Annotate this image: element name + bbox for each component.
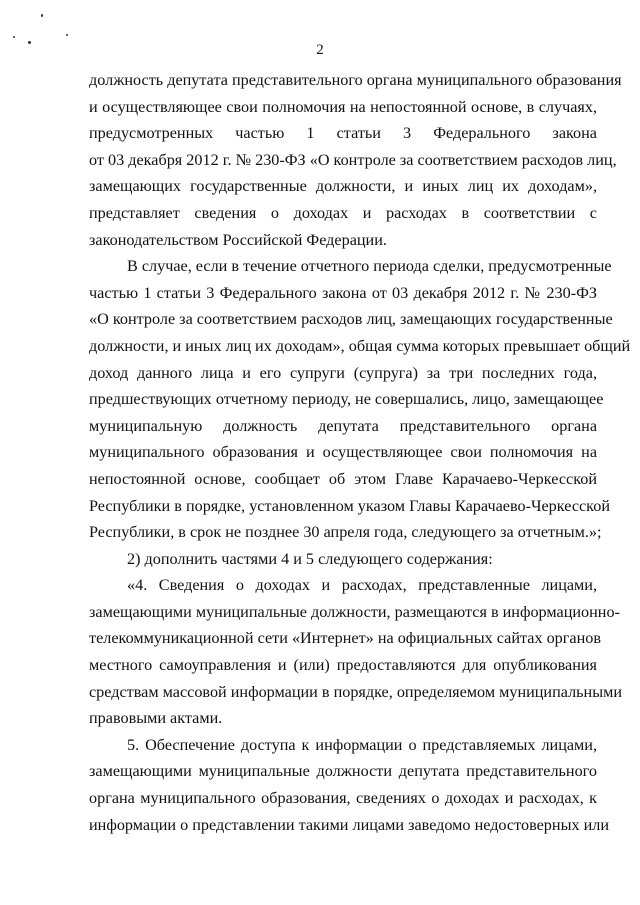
paragraph (89, 546, 597, 573)
text-line: правовыми актами. (89, 709, 223, 728)
text-line: местного самоуправления и (или) предоставляются для опубликования (89, 656, 597, 675)
text-line: предшествующих отчетному периоду, не совершались, лицо, замещающее (89, 390, 604, 409)
text-line: В случае, если в течение отчетного периода сделки, предусмотренные (127, 257, 612, 276)
text-line: законодательством Российской Федерации. (89, 230, 387, 249)
scan-speck (41, 14, 43, 17)
text-line: от 03 декабря 2012 г. № 230-ФЗ «О контроле за соответствием расходов лиц, (89, 150, 617, 169)
text-line: «О контроле за соответствием расходов лиц, замещающих государственные (89, 310, 613, 329)
text-line: частью 1 статьи 3 Федерального закона от 03 декабря 2012 г. № 230-ФЗ (89, 283, 597, 302)
text-line: органа муниципального образования, сведениях о доходах и расходах, к (89, 789, 597, 808)
text-line: Республики, в срок не позднее 30 апреля года, следующего за отчетным.»; (89, 523, 602, 542)
text-line: и осуществляющее свои полномочия на непостоянной основе, в случаях, (89, 97, 597, 116)
text-line: информации о представлении такими лицами заведомо недостоверных или (89, 815, 609, 834)
text-line: замещающих государственные должности, и иных лиц их доходам», (89, 177, 597, 196)
text-line: «4. Сведения о доходах и расходах, представленные лицами, (127, 576, 597, 595)
text-line: муниципальную должность депутата представительного органа (89, 416, 597, 435)
text-line: представляет сведения о доходах и расходах в соответствии с (89, 203, 597, 222)
text-line: доход данного лица и его супруги (супруга) за три последних года, (89, 363, 597, 382)
text-line: должность депутата представительного органа муниципального образования (89, 71, 622, 89)
text-line: средствам массовой информации в порядке, определяемом муниципальными (89, 682, 622, 701)
page-number: 2 (316, 42, 324, 58)
paragraph (89, 67, 622, 253)
text-line: муниципального образования и осуществляющее свои полномочия на (89, 443, 597, 462)
text-line: замещающими муниципальные должности депутата представительного (89, 762, 597, 781)
text-line: должности, и иных лиц их доходам», общая сумма которых превышает общий (89, 336, 631, 355)
text-line: телекоммуникационной сети «Интернет» на официальных сайтах органов (89, 629, 601, 648)
paragraph (89, 732, 609, 838)
text-line: предусмотренных частью 1 статьи 3 Федерального закона (89, 124, 597, 143)
paragraph (89, 253, 631, 546)
text-line: непостоянной основе, сообщает об этом Главе Карачаево-Черкесской (89, 469, 597, 488)
text-line: замещающими муниципальные должности, размещаются в информационно- (89, 602, 620, 621)
text-line: 2) дополнить частями 4 и 5 следующего содержания: (127, 549, 493, 568)
document-body (89, 67, 631, 838)
scan-speck (13, 36, 15, 38)
scan-speck (66, 34, 68, 36)
paragraph (89, 572, 622, 732)
text-line: 5. Обеспечение доступа к информации о представляемых лицами, (127, 735, 597, 754)
text-line: Республики в порядке, установленном указом Главы Карачаево-Черкесской (89, 496, 610, 515)
